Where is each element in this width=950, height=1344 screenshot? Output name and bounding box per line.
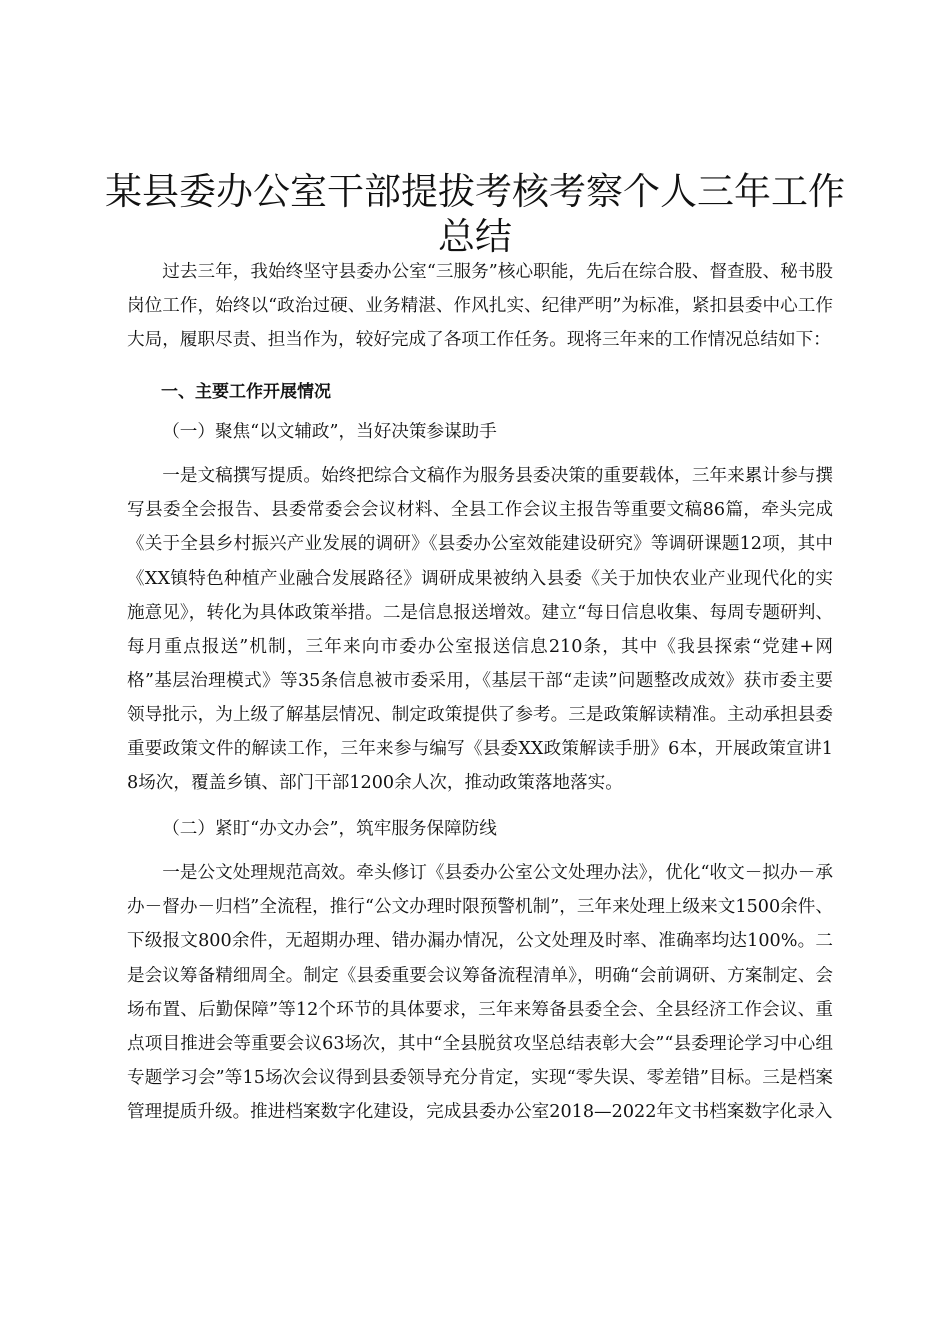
- subsection-1-paragraph: 一是文稿撰写提质。始终把综合文稿作为服务县委决策的重要载体，三年来累计参与撰写县委全会报告、县委常委会会议材料、全县工作会议主报告等重要文稿86篇，牵头完成《关于全县乡村振兴产业发展的调研》《县委办公室效能建设研究》等调研课题12项，其中《XX镇特色种植产业融合发展路径》调研成果被纳入县委《关于加快农业产业现代化的实施意见》，转化为具体政策举措。二是信息报送增效。建立“每日信息收集、每周专题研判、每月重点报送”机制，三年来向市委办公室报送信息210条，其中《我县探索“党建+网格”基层治理模式》等35条信息被市委采用，《基层干部“走读”问题整改成效》获市委主要领导批示，为上级了解基层情况、制定政策提供了参考。三是政策解读精准。主动承担县委重要政策文件的解读工作，三年来参与编写《县委XX政策解读手册》6本，开展政策宣讲18场次，覆盖乡镇、部门干部1200余人次，推动政策落地落实。: [127, 466, 833, 794]
- subsection-heading-1: （一）聚焦“以文辅政”，当好决策参谋助手: [162, 422, 497, 443]
- subsection-2-paragraph: 一是公文处理规范高效。牵头修订《县委办公室公文处理办法》，优化“收文－拟办－承办－督办－归档”全流程，推行“公文办理时限预警机制”，三年来处理上级来文1500余件、下级报文800余件，无超期办理、错办漏办情况，公文处理及时率、准确率均达100%。二是会议筹备精细周全。制定《县委重要会议筹备流程清单》，明确“会前调研、方案制定、会场布置、后勤保障”等12个环节的具体要求，三年来筹备县委全会、全县经济工作会议、重点项目推进会等重要会议63场次，其中“全县脱贫攻坚总结表彰大会”“县委理论学习中心组专题学习会”等15场次会议得到县委领导充分肯定，实现“零失误、零差错”目标。三是档案管理提质升级。推进档案数字化建设，完成县委办公室2018—2022年文书档案数字化录入: [127, 863, 833, 1122]
- document-title-line-2: 总结: [438, 215, 512, 258]
- intro-paragraph: 过去三年，我始终坚守县委办公室“三服务”核心职能，先后在综合股、督查股、秘书股岗位工作，始终以“政治过硬、业务精湛、作风扎实、纪律严明”为标准，紧扣县委中心工作大局，履职尽责、担当作为，较好完成了各项工作任务。现将三年来的工作情况总结如下：: [127, 262, 833, 351]
- subsection-heading-2: （二）紧盯“办文办会”，筑牢服务保障防线: [162, 819, 497, 840]
- document-title-line-1: 某县委办公室干部提拔考核考察个人三年工作: [105, 170, 845, 213]
- document-body: [127, 255, 833, 1129]
- section-heading-1: 一、主要工作开展情况: [161, 382, 331, 403]
